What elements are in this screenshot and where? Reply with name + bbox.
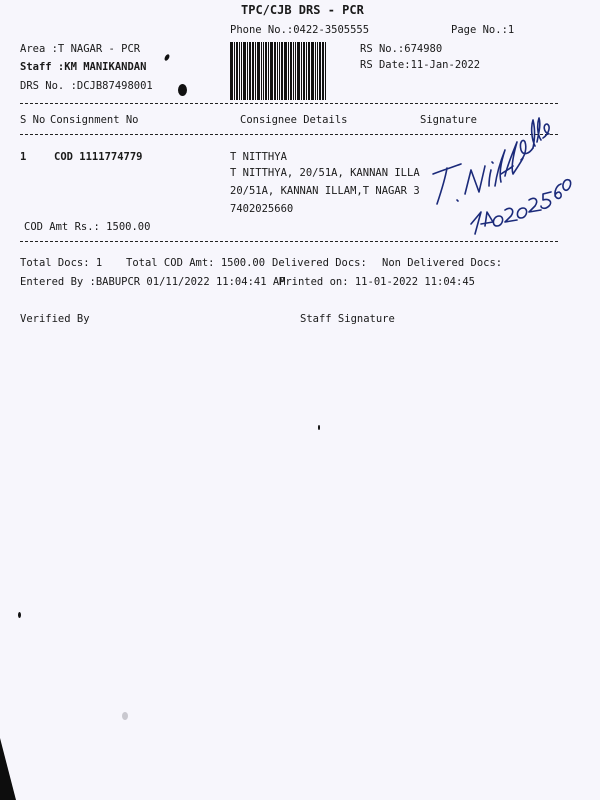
separator-line (20, 103, 558, 104)
row-consignment-no: COD 1111774779 (54, 151, 143, 163)
printed-on: Printed on: 11-01-2022 11:04:45 (279, 276, 475, 288)
barcode-bar (311, 42, 314, 100)
barcode-bar (234, 42, 235, 100)
row-sno: 1 (20, 151, 27, 163)
staff-label: Staff :KM MANIKANDAN (20, 61, 147, 73)
barcode-bar (277, 42, 278, 100)
barcode-bar (301, 42, 302, 100)
delivered-docs: Delivered Docs: (272, 257, 367, 269)
consignee-line-1: T NITTHYA (230, 151, 287, 163)
consignee-line-4: 7402025660 (230, 203, 294, 215)
barcode-bar (247, 42, 248, 100)
barcode-bar (281, 42, 283, 100)
scan-speck (122, 712, 128, 720)
consignee-line-3: 20/51A, KANNAN ILLAM,T NAGAR 3 (230, 185, 420, 197)
scan-edge-shadow (0, 738, 16, 800)
barcode-bar (239, 42, 240, 100)
total-cod-amount: Total COD Amt: 1500.00 (126, 257, 266, 269)
document-title: TPC/CJB DRS - PCR (241, 3, 364, 17)
rs-date: RS Date:11-Jan-2022 (360, 59, 481, 71)
drs-number: DRS No. :DCJB87498001 (20, 80, 153, 92)
page-number: Page No.:1 (451, 24, 515, 36)
barcode-bar (308, 42, 310, 100)
consignee-line-2: T NITTHYA, 20/51A, KANNAN ILLA (230, 167, 420, 179)
column-header-signature: Signature (420, 114, 477, 126)
handwritten-signature (425, 112, 575, 237)
barcode-image (230, 42, 334, 100)
barcode-bar (249, 42, 251, 100)
barcode-bar (325, 42, 326, 100)
barcode-bar (230, 42, 233, 100)
barcode-bar (241, 42, 242, 100)
barcode-bar (236, 42, 238, 100)
phone-number: Phone No.:0422-3505555 (230, 24, 370, 36)
staff-signature-label: Staff Signature (300, 313, 395, 325)
barcode-bar (263, 42, 264, 100)
ink-speck (178, 84, 187, 96)
barcode-bar (317, 42, 318, 100)
entered-by: Entered By :BABUPCR 01/11/2022 11:04:41 AM (20, 276, 286, 288)
scan-speck (18, 612, 21, 618)
column-header-sno: S No (20, 114, 46, 126)
non-delivered-docs: Non Delivered Docs: (382, 257, 503, 269)
barcode-bar (252, 42, 254, 100)
cod-amount: COD Amt Rs.: 1500.00 (24, 221, 151, 233)
barcode-bar (288, 42, 289, 100)
barcode-bar (274, 42, 276, 100)
barcode-bar (322, 42, 324, 100)
barcode-bar (319, 42, 321, 100)
barcode-bar (255, 42, 256, 100)
barcode-bar (265, 42, 267, 100)
verified-by-label: Verified By (20, 313, 90, 325)
barcode-bar (293, 42, 294, 100)
barcode-bar (279, 42, 280, 100)
barcode-bar (257, 42, 260, 100)
scan-speck (318, 425, 320, 430)
area-label: Area :T NAGAR - PCR (20, 43, 141, 55)
barcode-bar (268, 42, 269, 100)
barcode-bar (303, 42, 305, 100)
total-docs: Total Docs: 1 (20, 257, 103, 269)
barcode-bar (295, 42, 296, 100)
rs-number: RS No.:674980 (360, 43, 443, 55)
barcode-bar (261, 42, 262, 100)
separator-line (20, 241, 558, 242)
barcode-bar (315, 42, 316, 100)
column-header-consignee: Consignee Details (240, 114, 348, 126)
barcode-bar (290, 42, 292, 100)
barcode-bar (306, 42, 307, 100)
barcode-bar (243, 42, 246, 100)
barcode-bar (270, 42, 273, 100)
ink-speck (164, 53, 171, 61)
barcode-bar (284, 42, 287, 100)
barcode-bar (297, 42, 300, 100)
column-header-consignment: Consignment No (50, 114, 139, 126)
